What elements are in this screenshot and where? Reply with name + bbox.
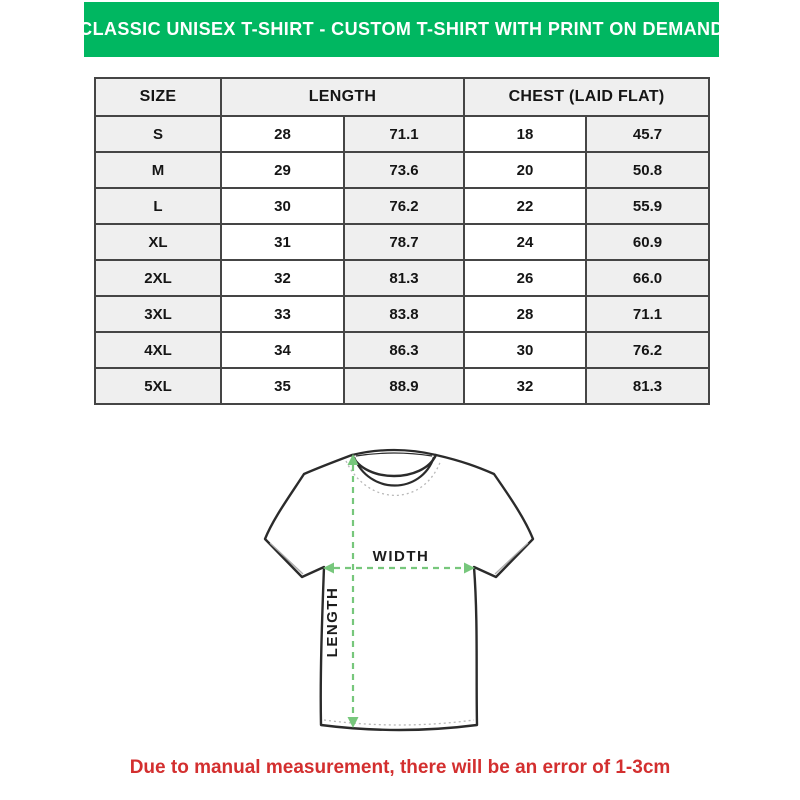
cell-length_cm: 73.6 (344, 152, 464, 188)
cell-chest_cm: 66.0 (586, 260, 709, 296)
cell-chest_in: 30 (464, 332, 586, 368)
cell-length_in: 30 (221, 188, 344, 224)
cell-size: 4XL (95, 332, 221, 368)
collar-back-inner-line (356, 453, 432, 456)
cell-length_cm: 81.3 (344, 260, 464, 296)
cell-size: 3XL (95, 296, 221, 332)
cell-size: S (95, 116, 221, 152)
cell-size: M (95, 152, 221, 188)
cell-chest_in: 18 (464, 116, 586, 152)
table-row (95, 188, 709, 224)
size-chart-table (94, 77, 710, 405)
cell-size: XL (95, 224, 221, 260)
page-title: CLASSIC UNISEX T-SHIRT - CUSTOM T-SHIRT WITH PRINT ON DEMAND (79, 19, 724, 39)
title-banner (79, 2, 724, 57)
size-table-body (95, 116, 709, 404)
cell-chest_in: 28 (464, 296, 586, 332)
cell-chest_in: 26 (464, 260, 586, 296)
table-row (95, 332, 709, 368)
cell-length_cm: 78.7 (344, 224, 464, 260)
cell-length_cm: 86.3 (344, 332, 464, 368)
measurement-error-note: Due to manual measurement, there will be an error of 1-3cm (129, 757, 671, 778)
table-row (95, 368, 709, 404)
cell-length_in: 35 (221, 368, 344, 404)
cell-chest_cm: 55.9 (586, 188, 709, 224)
cell-length_in: 34 (221, 332, 344, 368)
cell-length_cm: 83.8 (344, 296, 464, 332)
cell-chest_cm: 50.8 (586, 152, 709, 188)
table-row (95, 296, 709, 332)
header-chest: CHEST (LAID FLAT) (464, 78, 709, 116)
table-header-row (95, 78, 709, 116)
cell-chest_cm: 45.7 (586, 116, 709, 152)
cell-chest_in: 32 (464, 368, 586, 404)
cell-chest_cm: 81.3 (586, 368, 709, 404)
cell-chest_in: 22 (464, 188, 586, 224)
table-row (95, 152, 709, 188)
cell-size: L (95, 188, 221, 224)
cell-length_in: 31 (221, 224, 344, 260)
cell-chest_cm: 71.1 (586, 296, 709, 332)
cell-length_in: 29 (221, 152, 344, 188)
header-length: LENGTH (221, 78, 464, 116)
width-label: WIDTH (372, 548, 430, 565)
cell-chest_in: 24 (464, 224, 586, 260)
cell-chest_cm: 76.2 (586, 332, 709, 368)
cell-size: 5XL (95, 368, 221, 404)
tshirt-diagram (240, 440, 560, 750)
header-size: SIZE (95, 78, 221, 116)
cell-length_in: 33 (221, 296, 344, 332)
table-row (95, 260, 709, 296)
length-label: LENGTH (324, 586, 341, 658)
cell-chest_in: 20 (464, 152, 586, 188)
cell-length_cm: 71.1 (344, 116, 464, 152)
cell-length_cm: 76.2 (344, 188, 464, 224)
table-row (95, 224, 709, 260)
cell-length_in: 28 (221, 116, 344, 152)
table-row (95, 116, 709, 152)
cell-length_cm: 88.9 (344, 368, 464, 404)
cell-length_in: 32 (221, 260, 344, 296)
cell-size: 2XL (95, 260, 221, 296)
tshirt-body-outline (265, 455, 533, 730)
cell-chest_cm: 60.9 (586, 224, 709, 260)
